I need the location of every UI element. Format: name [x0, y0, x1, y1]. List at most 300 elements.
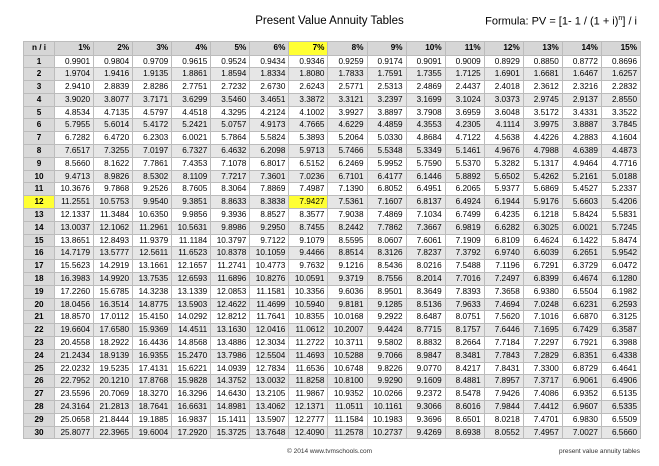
factor-cell: 14.6430	[211, 388, 250, 401]
factor-cell: 13.4886	[211, 337, 250, 350]
factor-cell: 4.6389	[562, 145, 601, 158]
factor-cell: 6.8137	[406, 196, 445, 209]
factor-cell: 7.1078	[211, 157, 250, 170]
factor-cell: 8.5478	[445, 388, 484, 401]
factor-cell: 2.8839	[94, 81, 133, 94]
factor-cell: 8.3481	[445, 349, 484, 362]
factor-cell: 11.6536	[289, 362, 328, 375]
factor-cell: 2.5313	[367, 81, 406, 94]
factor-cell: 13.0032	[250, 375, 289, 388]
factor-cell: 6.2469	[328, 157, 367, 170]
factor-cell: 7.9633	[445, 298, 484, 311]
factor-cell: 5.1461	[445, 145, 484, 158]
factor-cell: 6.4632	[211, 145, 250, 158]
factor-cell: 1.7125	[445, 68, 484, 81]
factor-cell: 6.8351	[562, 349, 601, 362]
factor-cell: 19.6604	[55, 324, 94, 337]
factor-cell: 5.8474	[601, 234, 640, 247]
factor-cell: 6.6870	[562, 311, 601, 324]
factor-cell: 8.2442	[328, 221, 367, 234]
factor-cell: 6.4338	[601, 349, 640, 362]
period-cell: 5	[24, 106, 55, 119]
factor-cell: 12.1657	[172, 260, 211, 273]
factor-cell: 6.7429	[562, 324, 601, 337]
factor-cell: 15.5623	[55, 260, 94, 273]
factor-cell: 2.7232	[211, 81, 250, 94]
factor-cell: 8.8633	[211, 196, 250, 209]
factor-cell: 4.1114	[484, 119, 523, 132]
factor-cell: 9.7122	[250, 234, 289, 247]
factor-cell: 1.8334	[250, 68, 289, 81]
period-cell: 9	[24, 157, 55, 170]
factor-cell: 7.9426	[484, 388, 523, 401]
factor-cell: 2.6730	[250, 81, 289, 94]
factor-cell: 4.9464	[562, 157, 601, 170]
factor-cell: 10.2007	[328, 324, 367, 337]
factor-cell: 18.2922	[94, 337, 133, 350]
factor-cell: 3.3121	[328, 93, 367, 106]
factor-cell: 6.1280	[601, 273, 640, 286]
factor-cell: 12.1371	[289, 401, 328, 414]
formula-exponent: n	[618, 15, 623, 22]
factor-cell: 17.4131	[133, 362, 172, 375]
factor-cell: 18.7641	[133, 401, 172, 414]
table-row	[24, 93, 641, 106]
factor-cell: 1.6901	[484, 68, 523, 81]
factor-cell: 6.7282	[55, 132, 94, 145]
factor-cell: 4.7122	[445, 132, 484, 145]
factor-cell: 12.4090	[289, 426, 328, 439]
table-row	[24, 145, 641, 158]
factor-cell: 9.3936	[211, 209, 250, 222]
factor-cell: 0.9434	[250, 55, 289, 68]
factor-cell: 11.1581	[250, 285, 289, 298]
factor-cell: 12.1337	[55, 209, 94, 222]
factor-cell: 4.4518	[172, 106, 211, 119]
factor-cell: 3.1699	[406, 93, 445, 106]
factor-cell: 8.7715	[406, 324, 445, 337]
factor-cell: 11.1584	[328, 413, 367, 426]
factor-cell: 14.0939	[211, 362, 250, 375]
table-row	[24, 337, 641, 350]
factor-cell: 1.7591	[367, 68, 406, 81]
factor-cell: 4.4226	[523, 132, 562, 145]
factor-cell: 8.8832	[406, 337, 445, 350]
factor-cell: 5.6869	[523, 183, 562, 196]
factor-cell: 7.9038	[328, 209, 367, 222]
factor-cell: 11.9867	[289, 388, 328, 401]
factor-cell: 0.8850	[523, 55, 562, 68]
factor-cell: 14.0292	[172, 311, 211, 324]
factor-cell: 9.8986	[211, 221, 250, 234]
factor-cell: 5.5370	[445, 157, 484, 170]
factor-cell: 0.9901	[55, 55, 94, 68]
factor-cell: 11.4699	[250, 298, 289, 311]
factor-cell: 10.0168	[328, 311, 367, 324]
factor-cell: 0.9615	[172, 55, 211, 68]
factor-cell: 6.5135	[601, 388, 640, 401]
table-row	[24, 413, 641, 426]
factor-cell: 7.3667	[406, 221, 445, 234]
factor-cell: 9.4713	[55, 170, 94, 183]
factor-cell: 5.9542	[601, 247, 640, 260]
factor-cell: 20.1210	[94, 375, 133, 388]
factor-cell: 6.6231	[562, 298, 601, 311]
factor-cell: 9.2372	[406, 388, 445, 401]
factor-cell: 6.1218	[523, 209, 562, 222]
factor-cell: 8.6487	[406, 311, 445, 324]
factor-cell: 17.2260	[55, 285, 94, 298]
factor-cell: 12.7834	[250, 362, 289, 375]
factor-cell: 13.5907	[250, 413, 289, 426]
factor-cell: 8.9847	[406, 349, 445, 362]
factor-cell: 5.6502	[484, 170, 523, 183]
table-row	[24, 273, 641, 286]
factor-cell: 11.2578	[328, 426, 367, 439]
table-row	[24, 260, 641, 273]
factor-cell: 8.3064	[211, 183, 250, 196]
factor-cell: 12.6593	[172, 273, 211, 286]
factor-cell: 7.0027	[562, 426, 601, 439]
factor-cell: 4.5638	[484, 132, 523, 145]
factor-cell: 4.3295	[211, 106, 250, 119]
table-row	[24, 401, 641, 414]
factor-cell: 6.2303	[133, 132, 172, 145]
factor-cell: 5.9176	[523, 196, 562, 209]
factor-cell: 8.0751	[445, 311, 484, 324]
factor-cell: 6.9830	[562, 413, 601, 426]
factor-cell: 18.0456	[55, 298, 94, 311]
table-row	[24, 298, 641, 311]
factor-cell: 1.6681	[523, 68, 562, 81]
factor-cell: 6.9380	[523, 285, 562, 298]
factor-cell: 7.9427	[289, 196, 328, 209]
factor-cell: 7.4694	[484, 298, 523, 311]
factor-cell: 6.8017	[250, 157, 289, 170]
factor-cell: 6.5335	[601, 401, 640, 414]
factor-cell: 9.7632	[289, 260, 328, 273]
factor-cell: 4.2883	[562, 132, 601, 145]
factor-cell: 1.6467	[562, 68, 601, 81]
factor-cell: 2.5771	[328, 81, 367, 94]
factor-cell: 11.4693	[289, 349, 328, 362]
factor-cell: 7.8957	[484, 375, 523, 388]
factor-cell: 9.1609	[406, 375, 445, 388]
factor-cell: 18.9139	[94, 349, 133, 362]
factor-cell: 10.3676	[55, 183, 94, 196]
factor-cell: 8.0552	[484, 426, 523, 439]
factor-cell: 13.5903	[172, 298, 211, 311]
factor-cell: 5.7245	[601, 221, 640, 234]
period-cell: 3	[24, 81, 55, 94]
factor-cell: 24.3164	[55, 401, 94, 414]
table-row	[24, 209, 641, 222]
factor-cell: 4.7135	[94, 106, 133, 119]
factor-cell: 7.8431	[484, 362, 523, 375]
rate-header: 10%	[406, 42, 445, 56]
factor-cell: 14.3752	[211, 375, 250, 388]
factor-cell: 6.1944	[484, 196, 523, 209]
factor-cell: 2.9410	[55, 81, 94, 94]
factor-cell: 7.3792	[445, 247, 484, 260]
factor-cell: 3.3872	[289, 93, 328, 106]
period-cell: 24	[24, 349, 55, 362]
factor-cell: 5.1317	[523, 157, 562, 170]
factor-cell: 13.7648	[250, 426, 289, 439]
factor-cell: 5.3282	[484, 157, 523, 170]
period-cell: 12	[24, 196, 55, 209]
factor-cell: 7.5488	[445, 260, 484, 273]
factor-cell: 21.2813	[94, 401, 133, 414]
factor-cell: 22.3965	[94, 426, 133, 439]
period-cell: 25	[24, 362, 55, 375]
factor-cell: 6.4235	[484, 209, 523, 222]
formula-text	[485, 15, 637, 28]
rate-header: 11%	[445, 42, 484, 56]
factor-cell: 14.3238	[133, 285, 172, 298]
factor-cell: 3.9020	[55, 93, 94, 106]
factor-cell: 9.3696	[406, 413, 445, 426]
factor-cell: 10.9352	[328, 388, 367, 401]
table-row	[24, 324, 641, 337]
factor-cell: 7.3658	[484, 285, 523, 298]
table-row	[24, 157, 641, 170]
factor-cell: 6.5152	[289, 157, 328, 170]
factor-cell: 11.1184	[172, 234, 211, 247]
factor-cell: 8.1622	[94, 157, 133, 170]
factor-cell: 6.0021	[562, 221, 601, 234]
period-cell: 26	[24, 375, 55, 388]
factor-cell: 5.2064	[328, 132, 367, 145]
factor-cell: 0.9524	[211, 55, 250, 68]
factor-cell: 6.9819	[445, 221, 484, 234]
factor-cell: 13.4062	[250, 401, 289, 414]
factor-cell: 7.3601	[250, 170, 289, 183]
rate-header: 1%	[55, 42, 94, 56]
factor-cell: 8.7605	[172, 183, 211, 196]
factor-cell: 4.5797	[133, 106, 172, 119]
factor-cell: 6.8052	[367, 183, 406, 196]
factor-cell: 2.6243	[289, 81, 328, 94]
table-row	[24, 106, 641, 119]
factor-cell: 11.2741	[211, 260, 250, 273]
factor-cell: 2.4869	[406, 81, 445, 94]
factor-cell: 18.3270	[133, 388, 172, 401]
factor-cell: 2.4437	[445, 81, 484, 94]
factor-cell: 10.6748	[328, 362, 367, 375]
factor-cell: 6.9740	[484, 247, 523, 260]
factor-cell: 5.4206	[601, 196, 640, 209]
factor-cell: 12.1062	[94, 221, 133, 234]
factor-cell: 9.7066	[367, 349, 406, 362]
factor-cell: 13.8651	[55, 234, 94, 247]
factor-cell: 7.1016	[523, 311, 562, 324]
factor-cell: 6.6039	[523, 247, 562, 260]
period-cell: 14	[24, 221, 55, 234]
factor-cell: 10.2737	[367, 426, 406, 439]
period-cell: 8	[24, 145, 55, 158]
factor-cell: 16.6631	[172, 401, 211, 414]
factor-cell: 4.1604	[601, 132, 640, 145]
factor-cell: 1.6257	[601, 68, 640, 81]
factor-cell: 7.0248	[523, 298, 562, 311]
factor-cell: 6.3125	[601, 311, 640, 324]
factor-cell: 7.4353	[172, 157, 211, 170]
factor-cell: 7.1034	[406, 209, 445, 222]
factor-cell: 10.1161	[367, 401, 406, 414]
factor-cell: 3.6959	[445, 106, 484, 119]
factor-cell: 0.9009	[445, 55, 484, 68]
rate-header: 8%	[328, 42, 367, 56]
factor-cell: 2.8550	[601, 93, 640, 106]
factor-cell: 19.5235	[94, 362, 133, 375]
factor-cell: 8.4217	[445, 362, 484, 375]
factor-cell: 4.1002	[289, 106, 328, 119]
factor-cell: 1.9416	[94, 68, 133, 81]
factor-cell: 12.5504	[250, 349, 289, 362]
factor-cell: 0.9091	[406, 55, 445, 68]
factor-cell: 8.5660	[55, 157, 94, 170]
factor-cell: 13.2105	[250, 388, 289, 401]
factor-cell: 6.4624	[523, 234, 562, 247]
factor-cell: 5.5824	[250, 132, 289, 145]
factor-cell: 9.9856	[172, 209, 211, 222]
factor-cell: 25.8077	[55, 426, 94, 439]
factor-cell: 2.2832	[601, 81, 640, 94]
factor-cell: 14.9920	[94, 273, 133, 286]
period-cell: 22	[24, 324, 55, 337]
factor-cell: 6.2098	[250, 145, 289, 158]
factor-cell: 6.3729	[562, 260, 601, 273]
factor-cell: 8.7455	[289, 221, 328, 234]
factor-cell: 7.4086	[523, 388, 562, 401]
period-cell: 1	[24, 55, 55, 68]
footer-copyright: © 2014 www.tvmschools.com	[287, 448, 372, 455]
factor-cell: 7.7217	[211, 170, 250, 183]
factor-cell: 6.8399	[523, 273, 562, 286]
factor-cell: 3.0373	[484, 93, 523, 106]
factor-cell: 0.9259	[328, 55, 367, 68]
factor-cell: 9.2526	[133, 183, 172, 196]
factor-cell: 2.7751	[172, 81, 211, 94]
rate-header: 3%	[133, 42, 172, 56]
factor-cell: 9.4424	[367, 324, 406, 337]
factor-cell: 15.6785	[94, 285, 133, 298]
factor-cell: 1.7833	[328, 68, 367, 81]
factor-cell: 16.3514	[94, 298, 133, 311]
factor-cell: 4.9173	[250, 119, 289, 132]
factor-cell: 3.3522	[601, 106, 640, 119]
factor-cell: 13.5777	[94, 247, 133, 260]
factor-cell: 4.4873	[601, 145, 640, 158]
period-cell: 17	[24, 260, 55, 273]
factor-cell: 4.2124	[250, 106, 289, 119]
factor-cell: 8.0216	[406, 260, 445, 273]
table-row	[24, 362, 641, 375]
factor-cell: 9.8226	[367, 362, 406, 375]
factor-cell: 7.2497	[484, 273, 523, 286]
factor-cell: 22.7952	[55, 375, 94, 388]
period-cell: 4	[24, 93, 55, 106]
factor-cell: 1.9135	[133, 68, 172, 81]
factor-cell: 16.9355	[133, 349, 172, 362]
factor-cell: 10.3711	[328, 337, 367, 350]
factor-cell: 8.6016	[445, 401, 484, 414]
factor-cell: 6.7921	[562, 337, 601, 350]
table-row	[24, 183, 641, 196]
factor-cell: 3.5460	[211, 93, 250, 106]
factor-cell: 8.5302	[133, 170, 172, 183]
factor-cell: 12.8493	[94, 234, 133, 247]
factor-cell: 5.8424	[562, 209, 601, 222]
factor-cell: 3.8897	[367, 106, 406, 119]
factor-cell: 5.9377	[484, 183, 523, 196]
table-row	[24, 247, 641, 260]
rate-header: 15%	[601, 42, 640, 56]
period-cell: 11	[24, 183, 55, 196]
period-cell: 20	[24, 298, 55, 311]
rate-header: 4%	[172, 42, 211, 56]
factor-cell: 13.0037	[55, 221, 94, 234]
factor-cell: 3.5172	[523, 106, 562, 119]
factor-cell: 11.9379	[133, 234, 172, 247]
factor-cell: 3.9975	[523, 119, 562, 132]
factor-cell: 12.0853	[211, 285, 250, 298]
factor-cell: 8.8527	[250, 209, 289, 222]
factor-cell: 2.9137	[562, 93, 601, 106]
factor-cell: 9.4269	[406, 426, 445, 439]
table-row	[24, 311, 641, 324]
factor-cell: 2.9745	[523, 93, 562, 106]
factor-cell: 7.2297	[523, 337, 562, 350]
factor-cell: 4.7716	[601, 157, 640, 170]
factor-cell: 12.4622	[211, 298, 250, 311]
factor-cell: 5.2337	[601, 183, 640, 196]
factor-cell: 7.3717	[523, 375, 562, 388]
period-cell: 28	[24, 401, 55, 414]
factor-cell: 3.6048	[484, 106, 523, 119]
factor-cell: 6.7101	[328, 170, 367, 183]
rate-header: 13%	[523, 42, 562, 56]
factor-cell: 7.7862	[367, 221, 406, 234]
factor-cell: 12.5611	[133, 247, 172, 260]
factor-cell: 8.3126	[367, 247, 406, 260]
factor-cell: 16.3296	[172, 388, 211, 401]
factor-cell: 21.8444	[94, 413, 133, 426]
factor-cell: 13.1339	[172, 285, 211, 298]
factor-cell: 16.4436	[133, 337, 172, 350]
period-cell: 23	[24, 337, 55, 350]
factor-cell: 6.3025	[523, 221, 562, 234]
factor-cell: 19.1885	[133, 413, 172, 426]
factor-cell: 2.3216	[562, 81, 601, 94]
factor-cell: 1.8594	[211, 68, 250, 81]
factor-cell: 9.3851	[172, 196, 211, 209]
factor-cell: 8.2014	[406, 273, 445, 286]
factor-cell: 8.8514	[328, 247, 367, 260]
table-row	[24, 388, 641, 401]
period-cell: 10	[24, 170, 55, 183]
factor-cell: 7.4869	[367, 209, 406, 222]
factor-cell: 7.6517	[55, 145, 94, 158]
factor-cell: 10.8378	[211, 247, 250, 260]
factor-cell: 15.4150	[133, 311, 172, 324]
table-row	[24, 55, 641, 68]
factor-cell: 15.9828	[172, 375, 211, 388]
factor-cell: 15.9369	[133, 324, 172, 337]
table-row	[24, 68, 641, 81]
factor-cell: 7.8237	[406, 247, 445, 260]
